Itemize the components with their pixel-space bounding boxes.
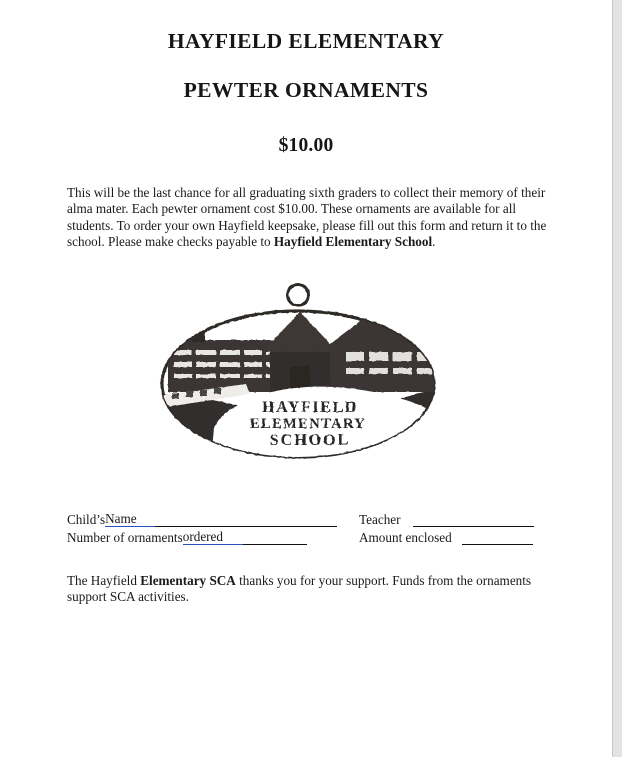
form-row-name-teacher — [67, 509, 554, 527]
ornament-logo-line-3: SCHOOL — [269, 432, 351, 449]
child-name-field-group[interactable] — [67, 512, 359, 527]
intro-text-bold: Hayfield Elementary School — [273, 234, 433, 250]
ornament-graphic — [150, 278, 445, 468]
closing-text-bold: Elementary SCA — [140, 573, 236, 588]
amount-enclosed-field-group[interactable] — [359, 530, 554, 545]
ornament-quantity-field-group[interactable] — [67, 530, 359, 545]
teacher-label: Teacher — [359, 512, 401, 527]
teacher-field-group[interactable] — [359, 512, 554, 527]
closing-paragraph — [67, 573, 554, 606]
page-title-line-1: HAYFIELD ELEMENTARY — [167, 29, 445, 53]
intro-text-part1: This will be the last chance for all graduating sixth graders to collect their memory of their alma mater. Each pewter ornament cost $10.00. These ornaments are available for all students. To order your own Hayfield keepsake, please fill out this form and return it to the school. Please make checks payable to — [67, 185, 547, 250]
child-name-spellchecked-word: Name — [105, 511, 137, 526]
intro-text-end: . — [432, 234, 436, 250]
teacher-blank-line[interactable] — [413, 513, 534, 527]
pewter-ornament-illustration — [150, 278, 445, 468]
ornament-logo-line-1: HAYFIELD — [262, 399, 358, 416]
ornament-quantity-blank-line[interactable] — [243, 531, 307, 545]
child-name-spell-underline-tail — [137, 512, 155, 527]
child-name-label: Child’s — [67, 512, 106, 527]
ornament-logo-line-2: ELEMENTARY — [249, 416, 367, 432]
amount-enclosed-label: Amount enclosed — [359, 530, 452, 545]
amount-enclosed-blank-line[interactable] — [462, 531, 533, 545]
child-name-blank-line[interactable] — [155, 513, 337, 527]
title-block — [0, 0, 612, 157]
page-title-line-2: PEWTER ORNAMENTS — [183, 77, 429, 102]
closing-text-part2: thanks you for your support. Funds from the ornaments support SCA activities. — [67, 573, 532, 605]
intro-paragraph — [67, 185, 554, 251]
form-row-quantity-amount — [67, 527, 554, 545]
ornament-hanging-loop — [288, 285, 309, 306]
price-heading: $10.00 — [278, 135, 334, 156]
order-form-fields — [67, 509, 554, 545]
closing-text-part1: The Hayfield — [67, 573, 141, 588]
ornament-quantity-spell-underline-tail — [223, 530, 243, 545]
ornament-quantity-spellchecked-word: ordered — [182, 529, 224, 544]
ornament-quantity-label: Number of ornaments — [67, 530, 183, 545]
